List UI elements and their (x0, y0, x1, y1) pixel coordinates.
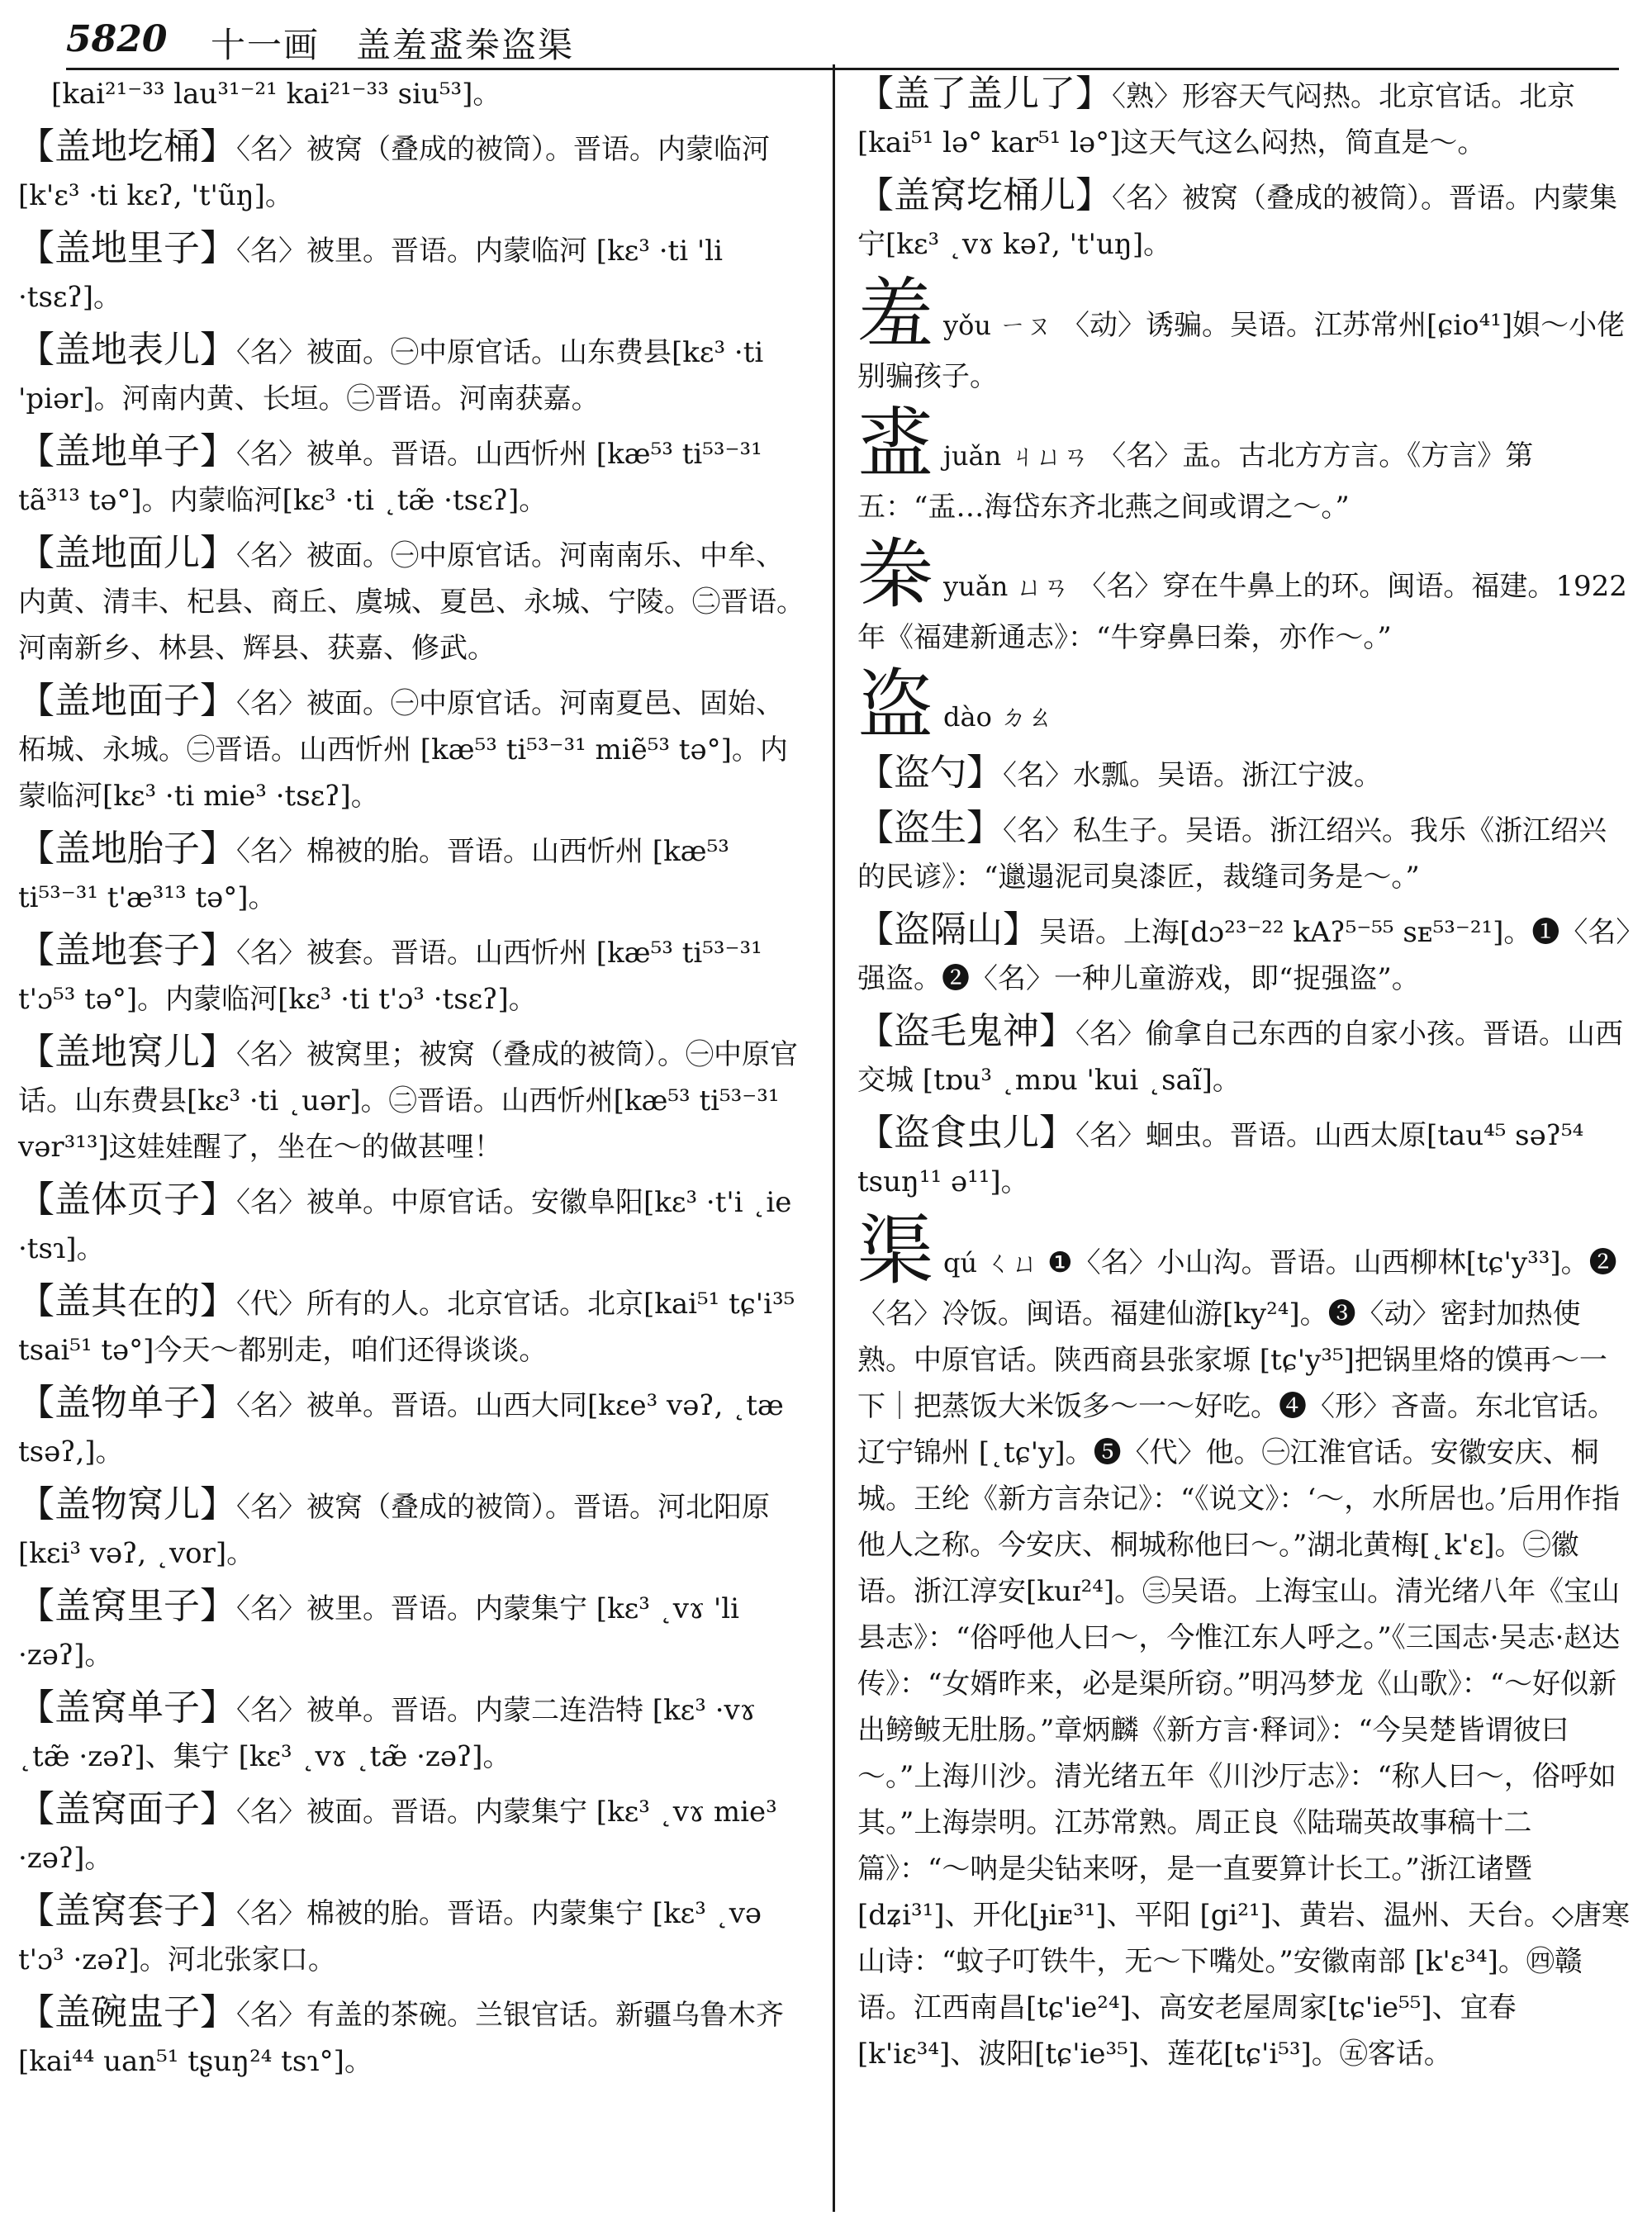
dictionary-entry (18, 1279, 811, 1374)
dictionary-entry (18, 1482, 811, 1577)
entry-definition: 〈名〉被面。晋语。内蒙集宁 [kɛ³ ˛vɤ mie³ ·zəʔ]。 (18, 1796, 777, 1875)
character-entry (857, 1207, 1634, 2077)
entry-headword: 【盖地里子】 (18, 227, 236, 269)
head-character: 桊 (857, 530, 934, 619)
entry-definition: 〈名〉偷拿自己东西的自家小孩。晋语。山西交城 [tɒu³ ˛mɒu 'kui ˛saĩ]。 (857, 1018, 1623, 1097)
dictionary-entry (18, 1888, 811, 1983)
entry-definition: 〈名〉穿在牛鼻上的环。闽语。福建。1922年《福建新通志》：“牛穿鼻曰桊，亦作～。” (857, 570, 1627, 654)
page-number: 5820 (66, 18, 168, 60)
header-rule (66, 68, 1619, 70)
entry-definition: 〈名〉被窝（叠成的被筒）。晋语。内蒙临河 [k'ɛ³ ·ti kɛʔ, 't'ũŋ]。 (18, 133, 770, 212)
dictionary-entry (857, 907, 1634, 1002)
entry-definition: 〈名〉棉被的胎。晋语。内蒙集宁 [kɛ³ ˛və t'ɔ³ ·zəʔ]。河北张家口。 (18, 1897, 762, 1976)
entry-definition: 〈名〉被套。晋语。山西忻州 [kæ⁵³ ti⁵³⁻³¹ t'ɔ⁵³ tə°]。内蒙临河[kɛ³ ·ti t'ɔ³ ·tsɛʔ]。 (18, 937, 762, 1016)
entry-definition: 〈名〉被里。晋语。内蒙临河 [kɛ³ ·ti 'li ·tsɛʔ]。 (18, 235, 723, 314)
dictionary-entry (18, 1990, 811, 2085)
entry-headword: 【盖地窝儿】 (18, 1031, 236, 1073)
dictionary-entry (18, 124, 811, 219)
pinyin-reading: qú ㄑㄩ (943, 1247, 1039, 1279)
entry-headword: 【盖地圪桶】 (18, 126, 236, 168)
entry-definition: 〈名〉盂。古北方方言。《方言》第五：“盂…海岱东齐北燕之间或谓之～。” (857, 439, 1534, 524)
entry-headword: 【盖窝套子】 (18, 1890, 236, 1932)
dictionary-entry (18, 1583, 811, 1678)
left-column (18, 71, 811, 2091)
dictionary-entry (18, 1786, 811, 1881)
entry-headword: 【盖其在的】 (18, 1280, 236, 1322)
head-character: 渠 (857, 1207, 934, 1295)
entry-definition: 吴语。上海[dɔ²³⁻²² kAʔ⁵⁻⁵⁵ sᴇ⁵³⁻²¹]。❶〈名〉强盗。❷〈名〉一种儿童游戏，即“捉强盗”。 (857, 916, 1631, 995)
entry-headword: 【盖物窝儿】 (18, 1483, 236, 1525)
entry-headword: 【盖地面儿】 (18, 532, 236, 574)
entry-definition: 〈名〉被单。晋语。山西忻州 [kæ⁵³ ti⁵³⁻³¹ tã³¹³ tə°]。内蒙临河[kɛ³ ·ti ˛tæ̃ ·tsɛʔ]。 (18, 438, 762, 517)
entry-headword: 【盖地单子】 (18, 430, 236, 472)
entry-headword: 【盖窝圪桶儿】 (857, 174, 1112, 216)
dictionary-entry (18, 826, 811, 921)
head-character: 羞 (857, 269, 934, 358)
dictionary-entry (857, 805, 1634, 900)
entry-definition: 〈熟〉形容天气闷热。北京官话。北京[kai⁵¹ lə° kar⁵¹ lə°]这天气这么闷热，简直是～。 (857, 80, 1575, 159)
entry-headword: 【盖地面子】 (18, 680, 236, 722)
entry-definition: 〈名〉被单。中原官话。安徽阜阳[kɛ³ ·t'i ˛ie ·tsɿ]。 (18, 1186, 792, 1265)
entry-headword: 【盖窝单子】 (18, 1687, 236, 1729)
character-entry (857, 400, 1634, 530)
dictionary-entry (18, 1029, 811, 1170)
page-header (66, 12, 1619, 69)
dictionary-entry (857, 173, 1634, 268)
column-divider (833, 64, 835, 2212)
dictionary-entry (18, 71, 811, 117)
entry-headword: 【盖碗盅子】 (18, 1991, 236, 2033)
entry-definition: 〈名〉被单。晋语。内蒙二连浩特 [kɛ³ ·vɤ ˛tæ̃ ·zəʔ]、集宁 [kɛ³ ˛vɤ ˛tæ̃ ·zəʔ]。 (18, 1694, 756, 1773)
entry-headword: 【盗隔山】 (857, 909, 1039, 951)
dictionary-entry (857, 71, 1634, 166)
dictionary-entry (857, 1008, 1634, 1103)
entry-definition: 〈名〉被里。晋语。内蒙集宁 [kɛ³ ˛vɤ 'li ·zəʔ]。 (18, 1592, 740, 1672)
character-entry (857, 661, 1634, 749)
entry-headword: 【盖窝里子】 (18, 1585, 236, 1627)
pinyin-reading: yǒu ㄧㄡ (943, 310, 1053, 341)
entry-headword: 【盖地套子】 (18, 929, 236, 971)
entry-definition: 〈动〉诱骗。吴语。江苏常州[ɕio⁴¹]㛝～小佬别骗孩子。 (857, 309, 1626, 393)
entry-definition: 〈名〉私生子。吴语。浙江绍兴。我乐《浙江绍兴的民谚》：“邋遢泥司臭漆匠，裁缝司务是～。” (857, 814, 1607, 894)
dictionary-entry (18, 1380, 811, 1475)
entry-definition: 〈名〉被窝（叠成的被筒）。晋语。内蒙集宁[kɛ³ ˛vɤ kəʔ, 't'uŋ]。 (857, 182, 1617, 261)
entry-headword: 【盖窝面子】 (18, 1788, 236, 1830)
entry-headword: 【盗毛鬼神】 (857, 1010, 1075, 1052)
entry-headword: 【盗生】 (857, 807, 1003, 849)
entry-definition: 〈名〉有盖的茶碗。兰银官话。新疆乌鲁木齐 [kai⁴⁴ uan⁵¹ tʂuŋ²⁴ tsɿ°]。 (18, 1999, 784, 2078)
dictionary-entry (18, 225, 811, 320)
entry-definition: [kai²¹⁻³³ lau³¹⁻²¹ kai²¹⁻³³ siu⁵³]。 (51, 78, 501, 111)
dictionary-entry (857, 1110, 1634, 1205)
pinyin-reading: yuǎn ㄩㄢ (943, 571, 1070, 602)
entry-definition: 〈名〉被窝里；被窝（叠成的被筒）。㊀中原官话。山东费县[kɛ³ ·ti ˛uər]。㊁晋语。山西忻州[kæ⁵³ ti⁵³⁻³¹ vər³¹³]这娃娃醒了，坐在～的做甚哩！ (18, 1038, 798, 1164)
entry-definition: 〈名〉被面。㊀中原官话。山东费县[kɛ³ ·ti 'piər]。河南内黄、长垣。㊁晋语。河南获嘉。 (18, 336, 764, 415)
character-entry (857, 269, 1634, 400)
entry-definition: ❶〈名〉小山沟。晋语。山西柳林[tɕ'y³³]。❷〈名〉冷饭。闽语。福建仙游[ky²⁴]。❸〈动〉密封加热使熟。中原官话。陕西商县张家塬 [tɕ'y³⁵]把锅里烙的馍再～一下｜把蒸饭大米饭多～一～好吃。❹〈形〉吝啬。东北官话。辽宁锦州 [˛tɕ'y]。❺〈代〉他。㊀江淮官话。安徽安庆、桐城。王纶《新方言杂记》：“《说文》：‘～，水所居也。’后用作指他人之称。今安庆、桐城称他曰～。”湖北黄梅[˛k'ɛ]。㊁徽语。浙江淳安[kuɪ²⁴]。㊂吴语。上海宝山。清光绪八年《宝山县志》：“俗呼他人曰～，今惟江东人呼之。”《三国志·吴志·赵达传》：“女婿昨来，必是渠所窃。”明冯梦龙《山歌》：“～好似新出鳑鲏无肚肠。”章炳麟《新方言·释词》：“今吴楚皆谓彼曰～。”上海川沙。清光绪五年《川沙厅志》：“称人曰～，俗呼如其。”上海崇明。江苏常熟。周正良《陆瑞英故事稿十二篇》：“～呐是尖钻来呀，是一直要算计长工。”浙江诸暨 [dʑi³¹]、开化[ɟiᴇ³¹]、平阳 [gi²¹]、黄岩、温州、天台。◇唐寒山诗：“蚊子叮铁牛，无～下嘴处。”安徽南部 [k'ɛ³⁴]。㊃赣语。江西南昌[tɕ'ie²⁴]、高安老屋周家[tɕ'ie⁵⁵]、宜春[k'iɛ³⁴]、波阳[tɕ'ie³⁵]、莲花[tɕ'i⁵³]。㊄客话。 (857, 1246, 1631, 2071)
pinyin-reading: dào ㄉㄠ (943, 701, 1054, 733)
entry-headword: 【盖体页子】 (18, 1179, 236, 1221)
dictionary-entry (857, 750, 1634, 799)
entry-definition: 〈名〉被面。㊀中原官话。河南南乐、中牟、内黄、清丰、杞县、商丘、虞城、夏邑、永城、宁陵。㊁晋语。河南新乡、林县、辉县、获嘉、修武。 (18, 539, 805, 665)
dictionary-entry (18, 530, 811, 671)
entry-headword: 【盖了盖儿了】 (857, 73, 1112, 115)
head-character: 盚 (857, 400, 934, 488)
entry-definition: 〈名〉蛔虫。晋语。山西太原[tau⁴⁵ səʔ⁵⁴ tsuŋ¹¹ ə¹¹]。 (857, 1119, 1584, 1198)
right-column (857, 71, 1634, 2082)
head-character: 盗 (857, 661, 934, 749)
entry-headword: 【盖物单子】 (18, 1382, 236, 1424)
dictionary-entry (18, 327, 811, 422)
entry-definition: 〈代〉所有的人。北京官话。北京[kai⁵¹ tɕ'i³⁵ tsai⁵¹ tə°]今天～都别走，咱们还得谈谈。 (18, 1288, 795, 1367)
dictionary-entry (18, 1685, 811, 1780)
dictionary-entry (18, 429, 811, 524)
entry-definition: 〈名〉水瓢。吴语。浙江宁波。 (1003, 759, 1382, 792)
character-entry (857, 530, 1634, 661)
entry-headword: 【盗勺】 (857, 752, 1003, 794)
entry-headword: 【盖地胎子】 (18, 828, 236, 870)
dictionary-entry (18, 928, 811, 1022)
entry-definition: 〈名〉被单。晋语。山西大同[kɛe³ vəʔ, ˛tæ tsəʔ,]。 (18, 1389, 784, 1468)
entry-definition: 〈名〉被窝（叠成的被筒）。晋语。河北阳原[kɛi³ vəʔ, ˛vor]。 (18, 1491, 770, 1570)
pinyin-reading: juǎn ㄐㄩㄢ (943, 440, 1089, 472)
entry-definition: 〈名〉被面。㊀中原官话。河南夏邑、固始、柘城、永城。㊁晋语。山西忻州 [kæ⁵³ ti⁵³⁻³¹ miẽ⁵³ tə°]。内蒙临河[kɛ³ ·ti mie³ ·tsɛʔ]。 (18, 687, 788, 813)
entry-headword: 【盖地表儿】 (18, 329, 236, 371)
entry-definition: 〈名〉棉被的胎。晋语。山西忻州 [kæ⁵³ ti⁵³⁻³¹ t'æ³¹³ tə°]。 (18, 835, 729, 914)
entry-headword: 【盗食虫儿】 (857, 1112, 1075, 1154)
dictionary-entry (18, 1177, 811, 1272)
dictionary-entry (18, 678, 811, 819)
header-title: 十一画 盖羞盚桊盗渠 (211, 25, 575, 65)
